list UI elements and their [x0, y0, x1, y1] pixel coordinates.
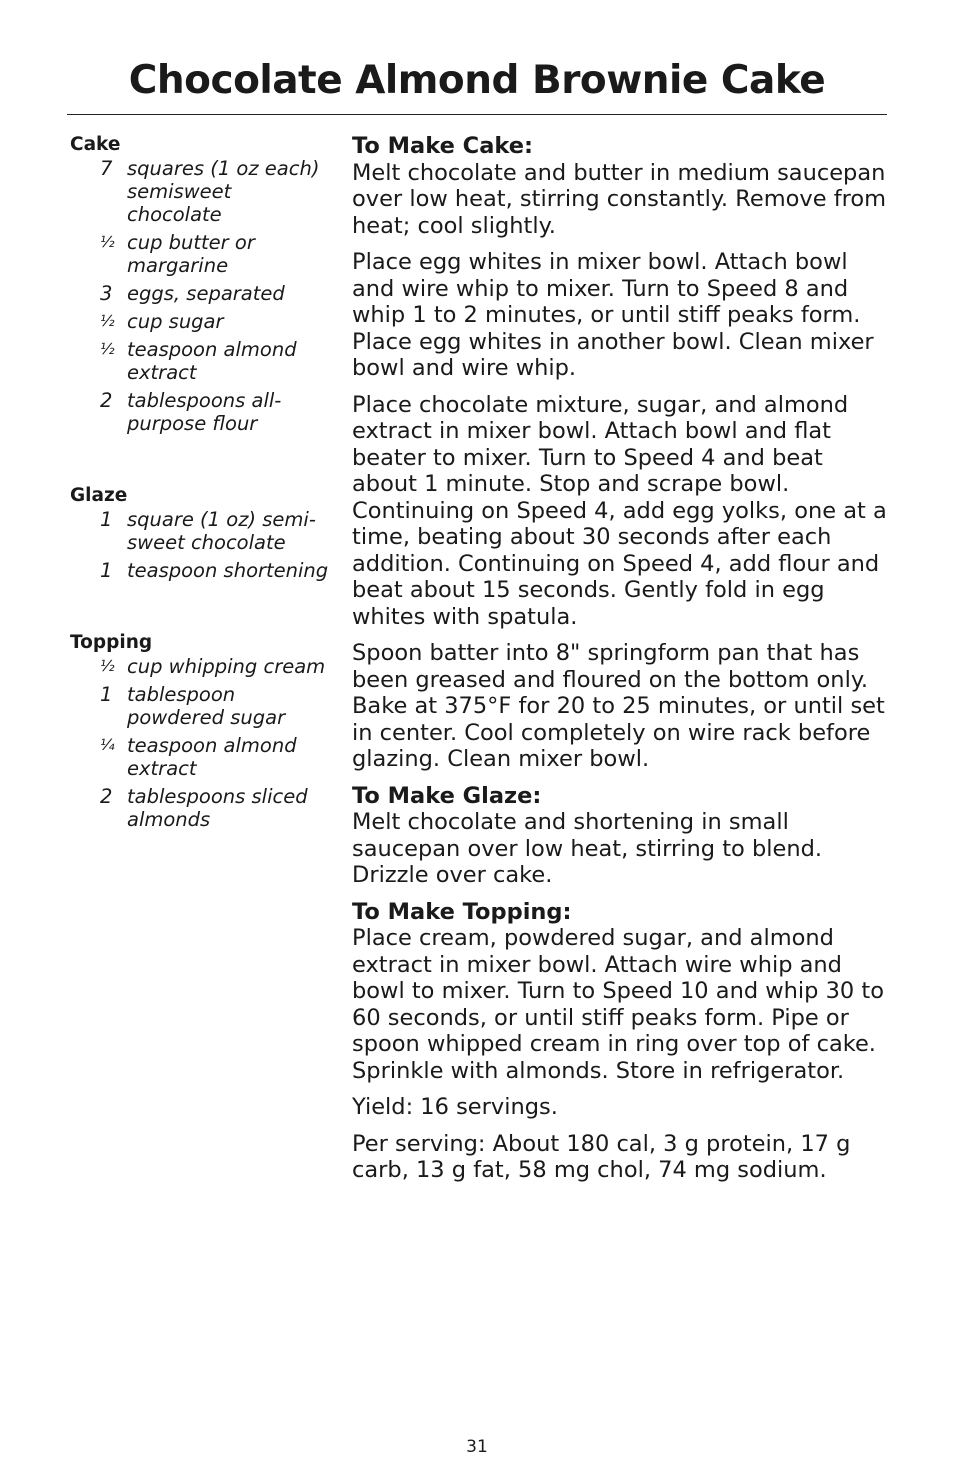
- ingredient-item: [70, 310, 330, 333]
- ingredient-qty: 7: [100, 157, 113, 180]
- ingredient-item: [70, 734, 330, 780]
- ingredient-qty: ½: [100, 312, 115, 330]
- ingredient-item: [70, 785, 330, 831]
- directions-heading: To Make Glaze:: [352, 782, 542, 809]
- directions-text: Place cream, powdered sugar, and almond extract in mixer bowl. Attach wire whip and bowl to mixer. Turn to Speed 10 and whip 30 to 60 seconds, or until stiff peaks form. Pipe or spoon whipped cream in ring over top of cake. Sprinkle with almonds. Store in refrigerator.: [352, 925, 884, 1084]
- glaze-ingredients: [70, 484, 330, 582]
- ingredient-item: [70, 559, 330, 582]
- ingredient-qty: 2: [100, 785, 113, 808]
- page-title: Chocolate Almond Brownie Cake: [128, 58, 826, 103]
- ingredient-text: teaspoon almond extract: [127, 734, 297, 780]
- ingredient-item: [70, 683, 330, 729]
- section-heading: Cake: [70, 134, 121, 155]
- ingredient-qty: 3: [100, 282, 113, 305]
- directions-text: Melt chocolate and butter in medium saucepan over low heat, stirring constantly. Remove from heat; cool slightly.: [352, 159, 887, 239]
- ingredient-item: [70, 508, 330, 554]
- ingredient-item: [70, 338, 330, 384]
- directions-heading: To Make Topping:: [352, 898, 572, 925]
- ingredients-column: [70, 133, 330, 880]
- section-heading: Topping: [70, 632, 153, 653]
- ingredient-text: tablespoon powdered sugar: [127, 683, 286, 729]
- directions-text: Melt chocolate and shortening in small saucepan over low heat, stirring to blend. Drizzle over cake.: [352, 809, 823, 888]
- ingredient-qty: ¼: [100, 736, 115, 754]
- ingredient-text: squares (1 oz each) semisweet chocolate: [127, 157, 320, 226]
- cake-ingredients: [70, 133, 330, 435]
- ingredient-qty: ½: [100, 657, 115, 675]
- page-number: 31: [466, 1437, 488, 1457]
- ingredient-text: cup sugar: [127, 310, 224, 333]
- ingredient-text: cup butter or margarine: [127, 231, 255, 277]
- ingredient-item: [70, 282, 330, 305]
- cake-directions: [352, 133, 892, 239]
- ingredient-text: tablespoons sliced almonds: [127, 785, 308, 831]
- glaze-directions: [352, 783, 892, 889]
- title-divider: [67, 114, 887, 115]
- ingredient-item: [70, 655, 330, 678]
- ingredient-qty: 1: [100, 683, 113, 706]
- ingredient-qty: 2: [100, 389, 113, 412]
- ingredient-qty: 1: [100, 508, 113, 531]
- directions-heading: To Make Cake:: [352, 133, 533, 159]
- ingredient-item: [70, 157, 330, 226]
- nutrition-text: Per serving: About 180 cal, 3 g protein, 17 g carb, 13 g fat, 58 mg chol, 74 mg sodium.: [352, 1130, 851, 1183]
- ingredient-text: square (1 oz) semi-sweet chocolate: [127, 508, 316, 554]
- directions-paragraph: Place chocolate mixture, sugar, and almond extract in mixer bowl. Attach bowl and flat beater to mixer. Turn to Speed 4 and beat about 1 minute. Stop and scrape bowl. Continuing on Speed 4, add egg yolks, one at a time, beating about 30 seconds after each addition. Continuing on Speed 4, add flour and beat about 15 seconds. Gently fold in egg whites with spatula.: [352, 391, 887, 630]
- ingredient-item: [70, 389, 330, 435]
- ingredient-qty: ½: [100, 340, 115, 358]
- ingredient-text: teaspoon shortening: [127, 559, 329, 582]
- section-heading: Glaze: [70, 485, 128, 506]
- ingredient-qty: ½: [100, 233, 115, 251]
- directions-column: [352, 133, 892, 1194]
- yield-text: Yield: 16 servings.: [352, 1094, 558, 1120]
- ingredient-text: eggs, separated: [127, 282, 285, 305]
- directions-paragraph: Place egg whites in mixer bowl. Attach bowl and wire whip to mixer. Turn to Speed 8 and whip 1 to 2 minutes, or until stiff peaks form. Place egg whites in another bowl. Clean mixer bowl and wire whip.: [352, 249, 874, 381]
- directions-paragraph: Spoon batter into 8" springform pan that has been greased and floured on the bottom only. Bake at 375°F for 20 to 25 minutes, or until set in center. Cool completely on wire rack before glazing. Clean mixer bowl.: [352, 640, 885, 772]
- ingredient-text: cup whipping cream: [127, 655, 326, 678]
- ingredient-item: [70, 231, 330, 277]
- topping-directions: [352, 899, 892, 1085]
- ingredient-text: tablespoons all-purpose flour: [127, 389, 282, 435]
- ingredient-qty: 1: [100, 559, 113, 582]
- ingredient-text: teaspoon almond extract: [127, 338, 297, 384]
- topping-ingredients: [70, 631, 330, 831]
